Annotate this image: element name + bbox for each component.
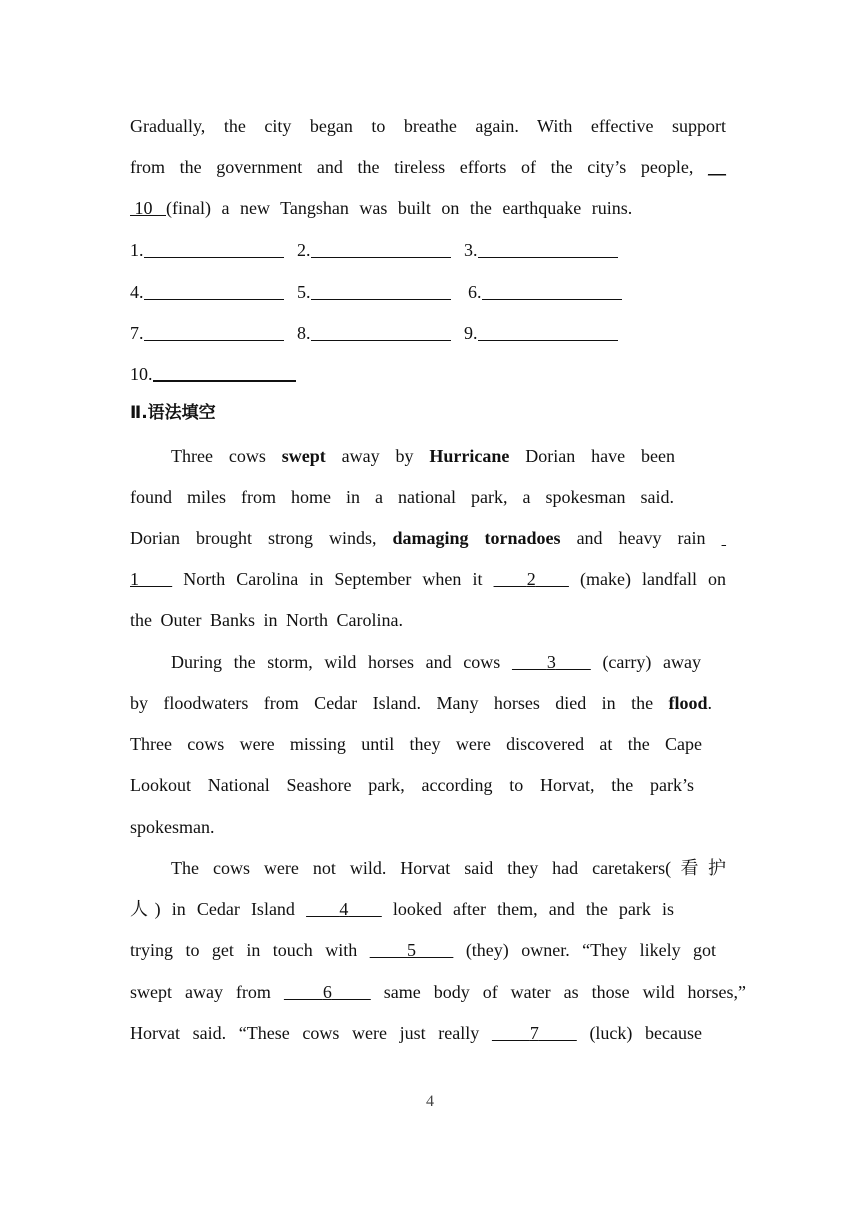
passage-line: The cows were not wild. Horvat said they had caretakers(看护 xyxy=(171,858,726,878)
answer-line-8[interactable]: 8. xyxy=(297,320,451,346)
answer-line-9[interactable]: 9. xyxy=(464,320,618,346)
passage-line: 1 North Carolina in September when it 2 (make) landfall on xyxy=(130,569,727,589)
answer-line-6[interactable]: 6. xyxy=(468,279,622,305)
blank-5: 5 xyxy=(407,940,417,960)
passage-line: Three cows swept away by Hurricane Dorian have been xyxy=(171,446,675,466)
passage-line: During the storm, wild horses and cows 3 (carry) away xyxy=(171,652,702,672)
passage-line: 10 (final) a new Tangshan was built on the earthquake ruins. xyxy=(130,195,726,221)
blank-6: 6 xyxy=(322,982,332,1002)
blank-2: 2 xyxy=(526,569,536,589)
answer-line-1[interactable]: 1. xyxy=(130,237,284,263)
answer-line-5[interactable]: 5. xyxy=(297,279,451,305)
blank-4: 4 xyxy=(339,899,349,919)
passage-line: spokesman. xyxy=(130,817,215,837)
passage-line: found miles from home in a national park, a spokesman said. xyxy=(130,487,674,507)
passage-line: from the government and the tireless efforts of the city’s people, __ xyxy=(130,157,726,177)
answer-line-7[interactable]: 7. xyxy=(130,320,284,346)
passage-line: Horvat said. “These cows were just really 7 (luck) because xyxy=(130,1023,703,1043)
passage-line: swept away from 6 same body of water as those wild horses,” xyxy=(130,982,747,1002)
blank-10-number: 10 xyxy=(134,198,153,218)
passage-line: Dorian brought strong winds, damaging tornadoes and heavy rain xyxy=(130,528,706,548)
passage-line: Three cows were missing until they were discovered at the Cape xyxy=(130,734,702,754)
page-number: 4 xyxy=(426,1093,434,1110)
passage-line: by floodwaters from Cedar Island. Many horses died in the flood. xyxy=(130,693,713,713)
passage-line: Gradually, the city began to breathe again. With effective support xyxy=(130,116,726,136)
passage-line: trying to get in touch with 5 (they) owner. “They likely got xyxy=(130,940,717,960)
blank-10-lead: __ xyxy=(708,157,726,177)
answer-line-10[interactable]: 10. xyxy=(130,361,296,387)
blank-3: 3 xyxy=(546,652,556,672)
passage-line: 人) in Cedar Island 4 looked after them, and the park is xyxy=(130,899,675,919)
passage-line: the Outer Banks in North Carolina. xyxy=(130,610,403,630)
blank-7: 7 xyxy=(529,1023,539,1043)
answer-line-4[interactable]: 4. xyxy=(130,279,284,305)
section-heading: Ⅱ.语法填空 xyxy=(130,403,216,423)
answer-line-3[interactable]: 3. xyxy=(464,237,618,263)
answer-line-2[interactable]: 2. xyxy=(297,237,451,263)
blank-1: 1 xyxy=(130,569,139,589)
passage-line: Lookout National Seashore park, according to Horvat, the park’s xyxy=(130,775,694,795)
